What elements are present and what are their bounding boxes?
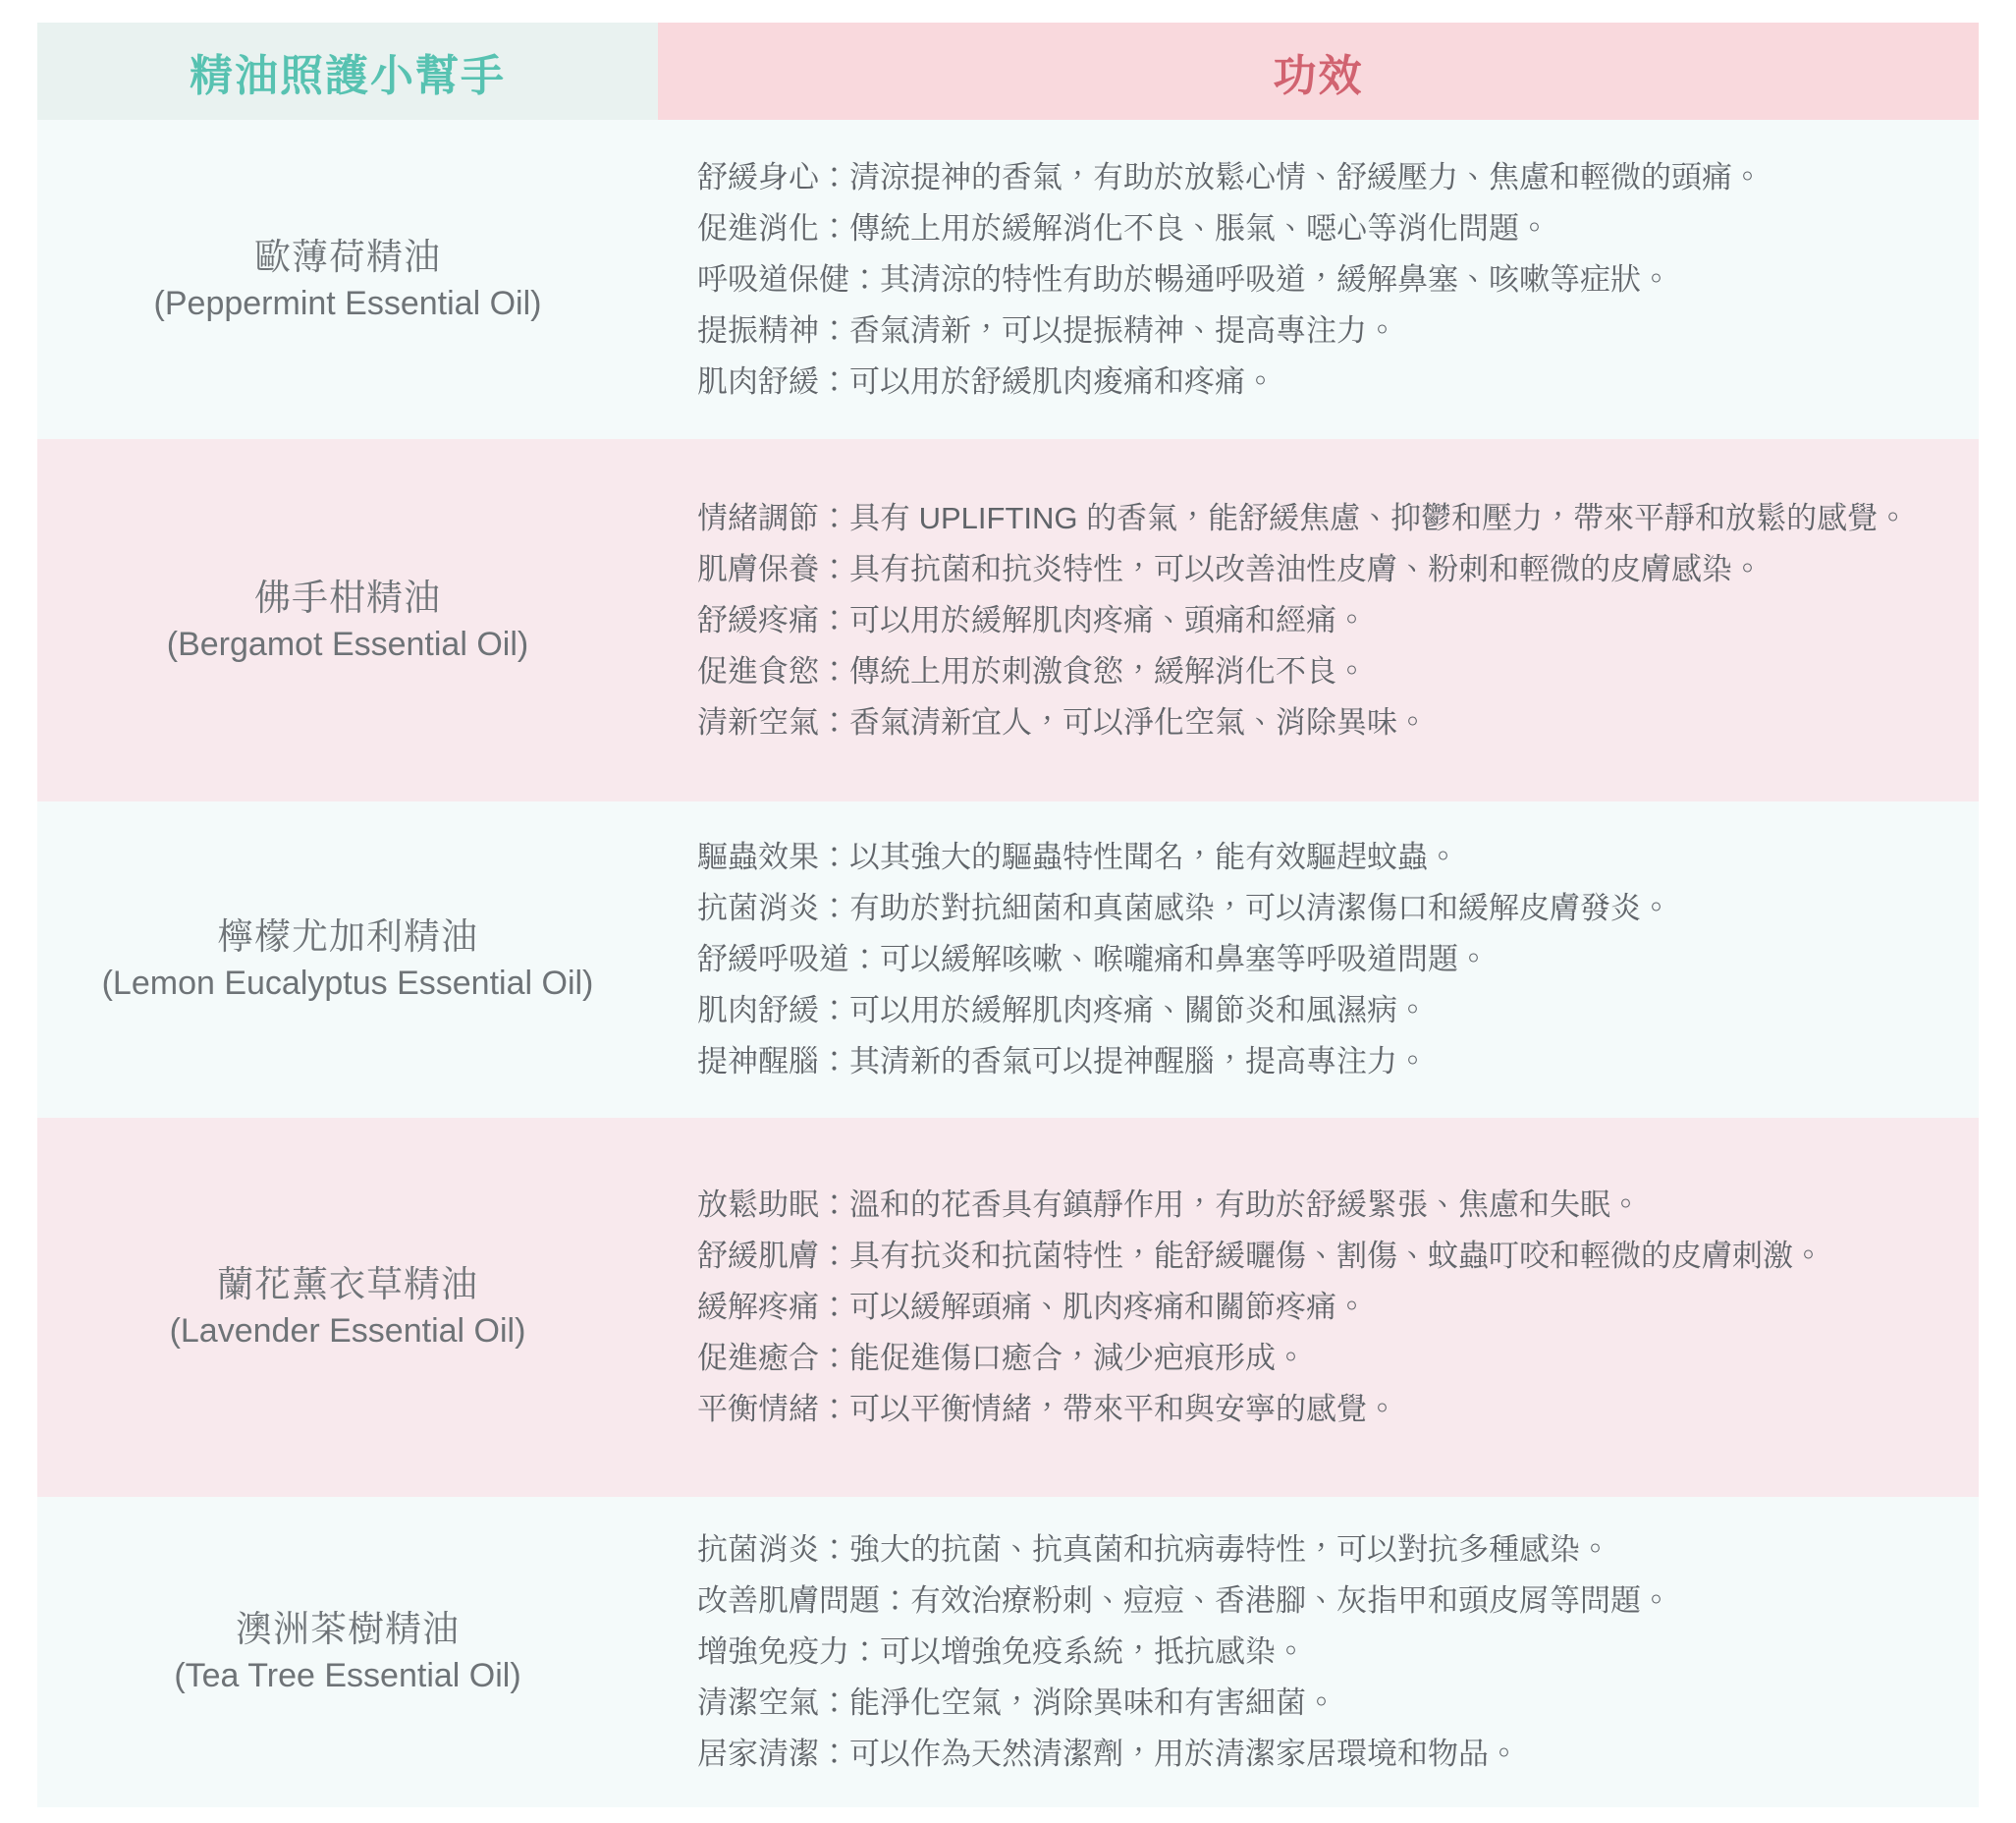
effect-label: 呼吸道保健： (697, 261, 880, 297)
effect-description: 傳統上用於刺激食慾，緩解消化不良。 (849, 653, 1367, 689)
effect-description: 香氣清新宜人，可以淨化空氣、消除異味。 (849, 704, 1428, 740)
effect-item (697, 1180, 1941, 1231)
oil-name-zh: 佛手柑精油 (254, 577, 441, 618)
effect-label: 清新空氣： (697, 704, 849, 740)
effect-label: 提振精神： (697, 312, 849, 348)
effect-item (697, 595, 1941, 646)
oil-effects-cell (658, 1118, 1979, 1497)
effect-item (697, 1575, 1941, 1627)
effect-description: 可以用於舒緩肌肉痠痛和疼痛。 (849, 363, 1276, 399)
effect-label: 肌膚保養： (697, 551, 849, 586)
effect-description: 可以用於緩解肌肉疼痛、頭痛和經痛。 (849, 602, 1367, 637)
effect-item (697, 203, 1941, 254)
oil-effects-cell (658, 120, 1979, 439)
effect-item (697, 697, 1941, 748)
oil-effects-cell (658, 801, 1979, 1118)
effect-label: 驅蟲效果： (697, 840, 849, 874)
oil-name-en: (Peppermint Essential Oil) (153, 284, 542, 322)
effect-item (697, 1729, 1941, 1780)
oil-name-zh: 澳洲茶樹精油 (236, 1609, 460, 1650)
effect-item (697, 1678, 1941, 1729)
effect-description: 傳統上用於緩解消化不良、脹氣、噁心等消化問題。 (849, 210, 1550, 246)
effect-description: 香氣清新，可以提振精神、提高專注力。 (849, 312, 1397, 348)
effect-description: 清涼提神的香氣，有助於放鬆心情、舒緩壓力、焦慮和輕微的頭痛。 (849, 159, 1763, 194)
effect-description: 能淨化空氣，消除異味和有害細菌。 (849, 1685, 1336, 1720)
effect-item (697, 357, 1941, 408)
oil-name-en: (Lavender Essential Oil) (169, 1312, 526, 1351)
column-header-oil-helper: 精油照護小幫手 (37, 23, 658, 120)
effect-description: 可以緩解咳嗽、喉嚨痛和鼻塞等呼吸道問題。 (880, 942, 1489, 976)
effect-item (697, 883, 1941, 934)
effect-description: 可以用於緩解肌肉疼痛、關節炎和風濕病。 (849, 993, 1428, 1027)
table-row (37, 1118, 1979, 1497)
effect-description: 可以平衡情緒，帶來平和與安寧的感覺。 (849, 1392, 1397, 1426)
oil-name-cell (37, 439, 658, 801)
effect-item (697, 1036, 1941, 1087)
effect-label: 舒緩呼吸道： (697, 942, 880, 976)
effect-item (697, 254, 1941, 305)
oil-effects-cell (658, 1497, 1979, 1807)
effect-item (697, 152, 1941, 203)
essential-oil-table (37, 23, 1979, 1807)
effect-description: 有助於對抗細菌和真菌感染，可以清潔傷口和緩解皮膚發炎。 (849, 891, 1671, 925)
effect-item (697, 832, 1941, 883)
effect-label: 舒緩肌膚： (697, 1239, 849, 1273)
table-header-row (37, 23, 1979, 120)
effect-item (697, 1333, 1941, 1384)
table-row (37, 439, 1979, 801)
effect-item (697, 1282, 1941, 1333)
effect-label: 促進癒合： (697, 1341, 849, 1375)
effect-label: 抗菌消炎： (697, 1532, 849, 1567)
effect-label: 清潔空氣： (697, 1685, 849, 1720)
effect-description: 具有 UPLIFTING 的香氣，能舒緩焦慮、抑鬱和壓力，帶來平靜和放鬆的感覺。 (849, 500, 1909, 535)
effect-label: 舒緩身心： (697, 159, 849, 194)
column-header-effects: 功效 (658, 23, 1979, 120)
effect-label: 促進消化： (697, 210, 849, 246)
effect-description: 可以增強免疫系統，抵抗感染。 (880, 1634, 1306, 1669)
oil-name-zh: 歐薄荷精油 (254, 236, 441, 277)
table-body (37, 120, 1979, 1807)
effect-item (697, 305, 1941, 357)
effect-item (697, 1627, 1941, 1678)
effect-description: 可以緩解頭痛、肌肉疼痛和關節疼痛。 (849, 1290, 1367, 1324)
oil-name-en: (Lemon Eucalyptus Essential Oil) (101, 965, 594, 1003)
oil-name-cell (37, 1118, 658, 1497)
oil-name-zh: 蘭花薰衣草精油 (217, 1264, 478, 1305)
effect-description: 能促進傷口癒合，減少疤痕形成。 (849, 1341, 1306, 1375)
effect-item (697, 934, 1941, 985)
effect-item (697, 985, 1941, 1036)
table-row (37, 1497, 1979, 1807)
effect-description: 強大的抗菌、抗真菌和抗病毒特性，可以對抗多種感染。 (849, 1532, 1610, 1567)
effect-label: 增強免疫力： (697, 1634, 880, 1669)
effect-item (697, 493, 1941, 544)
effect-label: 肌肉舒緩： (697, 363, 849, 399)
oil-name-cell (37, 120, 658, 439)
effect-description: 具有抗炎和抗菌特性，能舒緩曬傷、割傷、蚊蟲叮咬和輕微的皮膚刺激。 (849, 1239, 1824, 1273)
oil-effects-cell (658, 439, 1979, 801)
effect-item (697, 1524, 1941, 1575)
effect-description: 其清涼的特性有助於暢通呼吸道，緩解鼻塞、咳嗽等症狀。 (880, 261, 1671, 297)
oil-name-cell (37, 1497, 658, 1807)
effect-label: 平衡情緒： (697, 1392, 849, 1426)
effect-label: 舒緩疼痛： (697, 602, 849, 637)
effect-item (697, 1384, 1941, 1435)
effect-label: 抗菌消炎： (697, 891, 849, 925)
effect-label: 肌肉舒緩： (697, 993, 849, 1027)
effect-label: 改善肌膚問題： (697, 1583, 910, 1618)
oil-name-en: (Bergamot Essential Oil) (166, 625, 529, 663)
effect-description: 以其強大的驅蟲特性聞名，能有效驅趕蚊蟲。 (849, 840, 1458, 874)
effect-description: 有效治療粉刺、痘痘、香港腳、灰指甲和頭皮屑等問題。 (910, 1583, 1671, 1618)
effect-item (697, 544, 1941, 595)
oil-name-cell (37, 801, 658, 1118)
effect-label: 情緒調節： (697, 500, 849, 535)
effect-description: 溫和的花香具有鎮靜作用，有助於舒緩緊張、焦慮和失眠。 (849, 1188, 1641, 1222)
effect-label: 緩解疼痛： (697, 1290, 849, 1324)
table-row (37, 801, 1979, 1118)
oil-name-zh: 檸檬尤加利精油 (217, 916, 478, 958)
effect-label: 促進食慾： (697, 653, 849, 689)
effect-label: 提神醒腦： (697, 1044, 849, 1078)
effect-item (697, 1231, 1941, 1282)
effect-description: 其清新的香氣可以提神醒腦，提高專注力。 (849, 1044, 1428, 1078)
effect-description: 可以作為天然清潔劑，用於清潔家居環境和物品。 (849, 1737, 1519, 1771)
oil-name-en: (Tea Tree Essential Oil) (174, 1657, 521, 1695)
effect-label: 居家清潔： (697, 1737, 849, 1771)
effect-label: 放鬆助眠： (697, 1188, 849, 1222)
effect-description: 具有抗菌和抗炎特性，可以改善油性皮膚、粉刺和輕微的皮膚感染。 (849, 551, 1763, 586)
table-row (37, 120, 1979, 439)
effect-item (697, 646, 1941, 697)
